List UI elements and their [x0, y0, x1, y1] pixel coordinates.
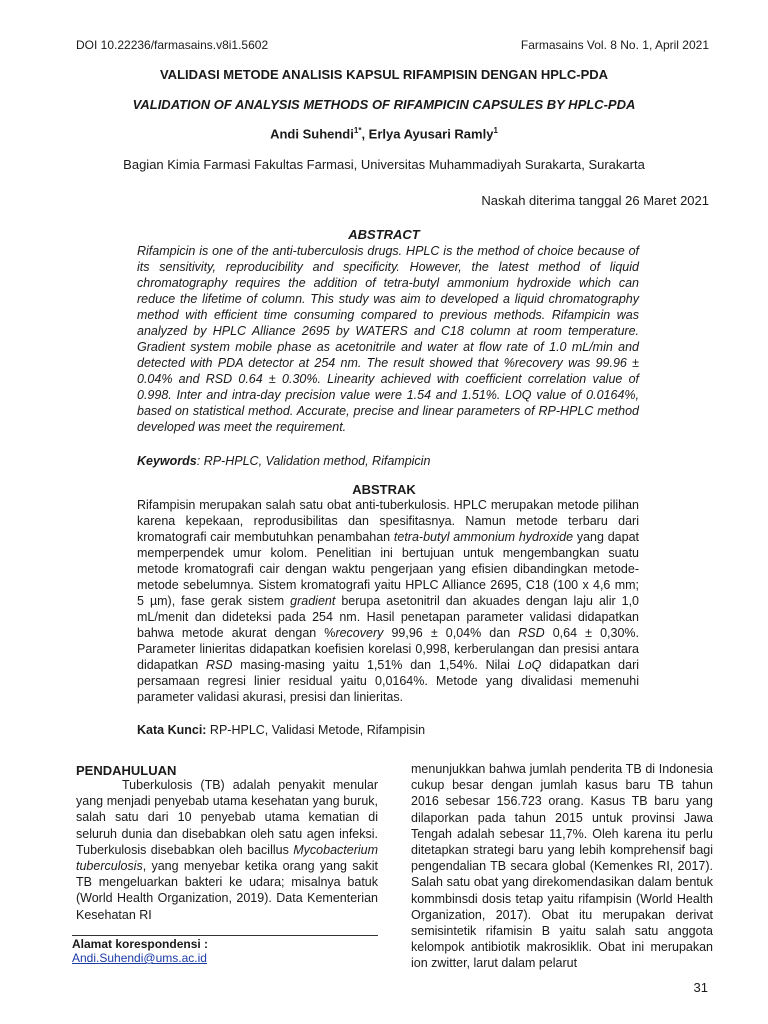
section-heading-pendahuluan: PENDAHULUAN	[76, 763, 177, 778]
intro-right-column: menunjukkan bahwa jumlah penderita TB di Indonesia cukup besar dengan jumlah kasus baru TB tahun 2016 sebesar 156.723 orang. Kasus TB baru yang dilaporkan pada tahun 2015 untuk provinsi Jawa Tengah adalah sebesar 11,7%. Oleh karena itu perlu ditetapkan strategi baru yang lebih komprehensif bagi pengendalian TB secara global (Kemenkes RI, 2017). Salah satu obat yang direkomendasikan dalam bentuk kommbinsdi dosis tetap yaitu rifampisin (World Health Organization, 2017). Obat itu merupakan derivat semisintetik rifamisin B yaitu salah satu anggota kelompok antibiotik makrosiklik. Obat ini merupakan ion zwitter, larut dalam pelarut	[411, 762, 713, 971]
keywords-label: Keywords	[137, 454, 197, 468]
affiliation: Bagian Kimia Farmasi Fakultas Farmasi, Universitas Muhammadiyah Surakarta, Surakarta	[123, 157, 645, 172]
author-2-affil: 1	[493, 126, 498, 135]
title-indonesian: VALIDASI METODE ANALISIS KAPSUL RIFAMPISIN DENGAN HPLC-PDA	[159, 67, 609, 82]
kata-kunci-text: RP-HPLC, Validasi Metode, Rifampisin	[206, 723, 426, 737]
page-number: 31	[693, 980, 708, 995]
abstract-english: Rifampicin is one of the anti-tuberculosis drugs. HPLC is the method of choice because of its sensitivity, reproducibility and specificity. However, the latest method of liquid chromatography requires the addition of tetra-butyl ammonium hydroxide which can reduce the lifetime of column. This study was aim to developed a liquid chromatography method with efficient time consuming compared to previous methods. Rifampicin was analyzed by HPLC Alliance 2695 by WATERS and C18 column at room temperature. Gradient system mobile phase as acetonitrile and water at flow rate of 1.0 mL/min and detected with PDA detector at 254 nm. The result showed that %recovery was 99.96 ± 0.04% and RSD 0.64 ± 0.30%. Linearity achieved with coefficient correlation value of 0.998. Inter and intra-day precision value were 1.54 and 1.51%. LOQ value of 0.0164%, based on statistical method. Accurate, precise and linear parameters of RP-HPLC method developed was meet the requirement.	[137, 244, 639, 434]
doi: DOI 10.22236/farmasains.v8i1.5602	[76, 38, 269, 52]
intro-left-column: Tuberkulosis (TB) adalah penyakit menular yang menjadi penyebab utama kesehatan yang buruk, salah satu dari 10 penyebab utama kematian di seluruh dunia dan disebabkan oleh satu agen infeksi. Tuberkulosis disebabkan oleh bacillus Mycobacterium tuberculosis, yang menyebar ketika orang yang sakit TB mengeluarkan bakteri ke udara; misalnya batuk (World Health Organization, 2019). Data Kementerian Kesehatan RI	[76, 778, 378, 922]
title-english: VALIDATION OF ANALYSIS METHODS OF RIFAMPICIN CAPSULES BY HPLC-PDA	[132, 97, 636, 112]
abstract-indonesian: Rifampisin merupakan salah satu obat anti-tuberkulosis. HPLC merupakan metode pilihan karena kepekaan, reprodusibilitas dan spesifitasnya. Namun metode terbaru dari kromatografi cair membutuhkan penambahan tetra-butyl ammonium hydroxide yang dapat memperpendek umur kolom. Penelitian ini bertujuan untuk mengembangkan suatu metode kromatografi cair dengan waktu pengerjaan yang efisien dibandingkan metode-metode sebelumnya. Sistem kromatografi yaitu HPLC Alliance 2695, C18 (100 x 4,6 mm; 5 µm), fase gerak sistem gradient berupa asetonitril dan akuades dengan laju alir 1,0 mL/menit dan dideteksi pada 254 nm. Hasil penetapan parameter validasi didapatkan bahwa metode akurat dengan %recovery 99,96 ± 0,04% dan RSD 0,64 ± 0,30%. Parameter linieritas didapatkan koefisien korelasi 0,998, kerberulangan dan presisi antara didapatkan RSD masing-masing yaitu 1,51% dan 1,54%. Nilai LoQ didapatkan dari persamaan regresi linier residual yaitu 0,0164%. Metode yang divalidasi memenuhi parameter validasi akurasi, presisi dan linieritas.	[137, 498, 640, 704]
keywords-indonesian	[137, 723, 639, 737]
author-separator: ,	[361, 126, 369, 142]
abstrak-heading: ABSTRAK	[352, 482, 416, 497]
journal-info: Farmasains Vol. 8 No. 1, April 2021	[520, 38, 709, 52]
authors	[0, 126, 768, 141]
keywords-text: : RP-HPLC, Validation method, Rifampicin	[196, 454, 431, 468]
received-date: Naskah diterima tanggal 26 Maret 2021	[481, 193, 709, 208]
footnote-divider	[72, 935, 378, 936]
keywords-english	[137, 454, 639, 468]
correspondence-label: Alamat korespondensi :	[72, 937, 209, 951]
author-2: Erlya Ayusari Ramly	[368, 126, 494, 142]
author-1: Andi Suhendi	[270, 126, 354, 142]
correspondence-email-link[interactable]: Andi.Suhendi@ums.ac.id	[72, 951, 207, 965]
abstract-heading: ABSTRACT	[348, 227, 420, 242]
author-1-affil: 1*	[353, 126, 362, 135]
kata-kunci-label: Kata Kunci:	[137, 723, 207, 737]
